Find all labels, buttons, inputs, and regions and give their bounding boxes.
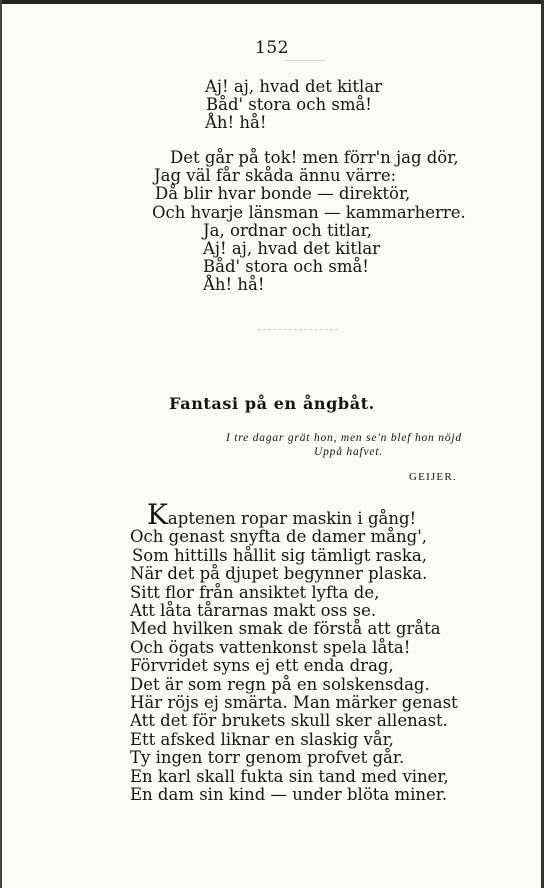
- verse-line: Då blir hvar bonde — direktör,: [155, 184, 411, 204]
- verse-line: Jag väl får skåda ännu värre:: [154, 166, 397, 186]
- verse-line: Ja, ordnar och titlar,: [203, 220, 372, 240]
- page-number: 152: [255, 38, 289, 58]
- verse-line: När det på djupet begynner plaska.: [130, 564, 428, 584]
- verse-line: En dam sin kind — under blöta miner.: [130, 785, 448, 805]
- verse-line: Det är som regn på en solskensdag.: [130, 674, 430, 694]
- verse-line: Här röjs ej smärta. Man märker genast: [130, 693, 458, 713]
- first-line-text: aptenen ropar maskin i gång!: [167, 509, 417, 528]
- epigraph-attribution: GEIJER.: [409, 471, 457, 483]
- verse-line-first: [130, 498, 458, 531]
- verse-line: Som hittills hållit sig tämligt raska,: [132, 545, 427, 565]
- verse-line: Med hvilken smak de förstå att gråta: [130, 619, 441, 639]
- page-number-rule: [285, 60, 325, 61]
- verse-line: Aj! aj, hvad det kitlar: [205, 77, 383, 96]
- verse-line: Båd' stora och små!: [203, 257, 369, 277]
- verse-line: Sitt flor från ansiktet lyfta de,: [130, 582, 380, 602]
- verse-line: Förvridet syns ej ett enda drag,: [130, 656, 394, 676]
- verse-line: Aj! aj, hvad det kitlar: [203, 239, 381, 259]
- verse-line: Det går på tok! men förr'n jag dör,: [170, 148, 459, 167]
- verse-line: Båd' stora och små!: [206, 95, 372, 115]
- drop-cap: K: [147, 498, 168, 531]
- verse-line: Att låta tårarnas makt oss se.: [130, 601, 377, 621]
- verse-line: Att det för brukets skull sker allenast.: [130, 711, 448, 731]
- stanza-1: [205, 78, 382, 133]
- section-divider: [258, 329, 338, 330]
- verse-line: Åh! hå!: [203, 275, 265, 295]
- verse-line: Och ögats vattenkonst spela låta!: [130, 637, 411, 657]
- poem-title: Fantasi på en ångbåt.: [169, 394, 375, 413]
- epigraph: [226, 431, 462, 459]
- scan-edge-left: [0, 0, 2, 888]
- verse-line: Åh! hå!: [205, 113, 267, 133]
- verse-line: Ty ingen torr genom profvet går.: [130, 748, 405, 768]
- epigraph-line-2: Uppå hafvet.: [314, 446, 384, 458]
- epigraph-line-1: I tre dagar grät hon, men se'n blef hon nöjd: [226, 432, 462, 444]
- scan-edge-top: [0, 0, 544, 4]
- verse-line: Ett afsked liknar en slaskig vår,: [130, 729, 394, 749]
- verse-line: Och genast snyfta de damer mång',: [130, 527, 427, 547]
- poem-body: [130, 498, 458, 805]
- stanza-2: [152, 149, 466, 295]
- verse-line: Och hvarje länsman — kammarherre.: [152, 202, 466, 222]
- verse-line: En karl skall fukta sin tand med viner,: [130, 766, 449, 786]
